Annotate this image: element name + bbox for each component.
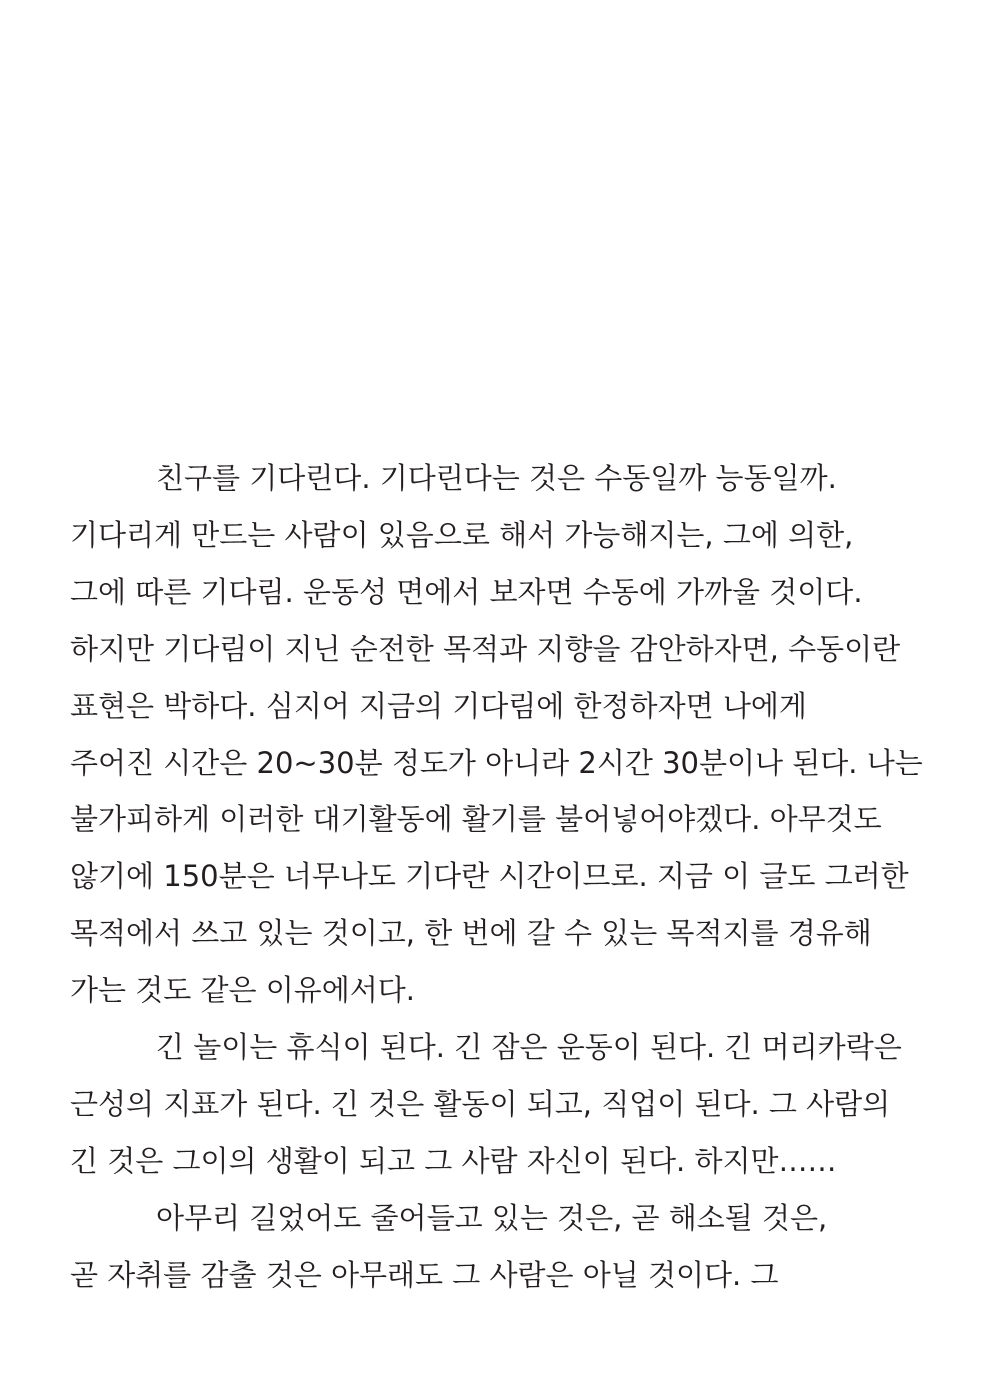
text-line: 아무리 길었어도 줄어들고 있는 것은, 곧 해소될 것은, bbox=[156, 1200, 828, 1235]
text-line: 긴 놀이는 휴식이 된다. 긴 잠은 운동이 된다. 긴 머리카락은 bbox=[156, 1030, 902, 1065]
paragraph-2 bbox=[70, 1019, 970, 1190]
body-text bbox=[70, 450, 970, 1304]
text-line: 그에 따른 기다림. 운동성 면에서 보자면 수동에 가까울 것이다. bbox=[70, 574, 863, 609]
text-line: 표현은 박하다. 심지어 지금의 기다림에 한정하자면 나에게 bbox=[70, 688, 807, 723]
text-line: 긴 것은 그이의 생활이 되고 그 사람 자신이 된다. 하지만…… bbox=[70, 1143, 837, 1178]
paragraph-3 bbox=[70, 1190, 970, 1304]
text-line: 하지만 기다림이 지닌 순전한 목적과 지향을 감안하자면, 수동이란 bbox=[70, 631, 901, 666]
text-line: 않기에 150분은 너무나도 기다란 시간이므로. 지금 이 글도 그러한 bbox=[70, 859, 909, 894]
text-line: 근성의 지표가 된다. 긴 것은 활동이 되고, 직업이 된다. 그 사람의 bbox=[70, 1086, 891, 1121]
text-line: 가는 것도 같은 이유에서다. bbox=[70, 973, 416, 1008]
text-line: 불가피하게 이러한 대기활동에 활기를 불어넣어야겠다. 아무것도 bbox=[70, 802, 882, 837]
text-line: 기다리게 만드는 사람이 있음으로 해서 가능해지는, 그에 의한, bbox=[70, 517, 854, 552]
text-line: 친구를 기다린다. 기다린다는 것은 수동일까 능동일까. bbox=[156, 461, 837, 495]
text-line: 목적에서 쓰고 있는 것이고, 한 번에 갈 수 있는 목적지를 경유해 bbox=[70, 916, 872, 951]
text-line: 주어진 시간은 20~30분 정도가 아니라 2시간 30분이나 된다. 나는 bbox=[70, 745, 923, 780]
paragraph-1 bbox=[70, 450, 970, 1019]
text-line: 곧 자취를 감출 것은 아무래도 그 사람은 아닐 것이다. 그 bbox=[70, 1257, 779, 1292]
